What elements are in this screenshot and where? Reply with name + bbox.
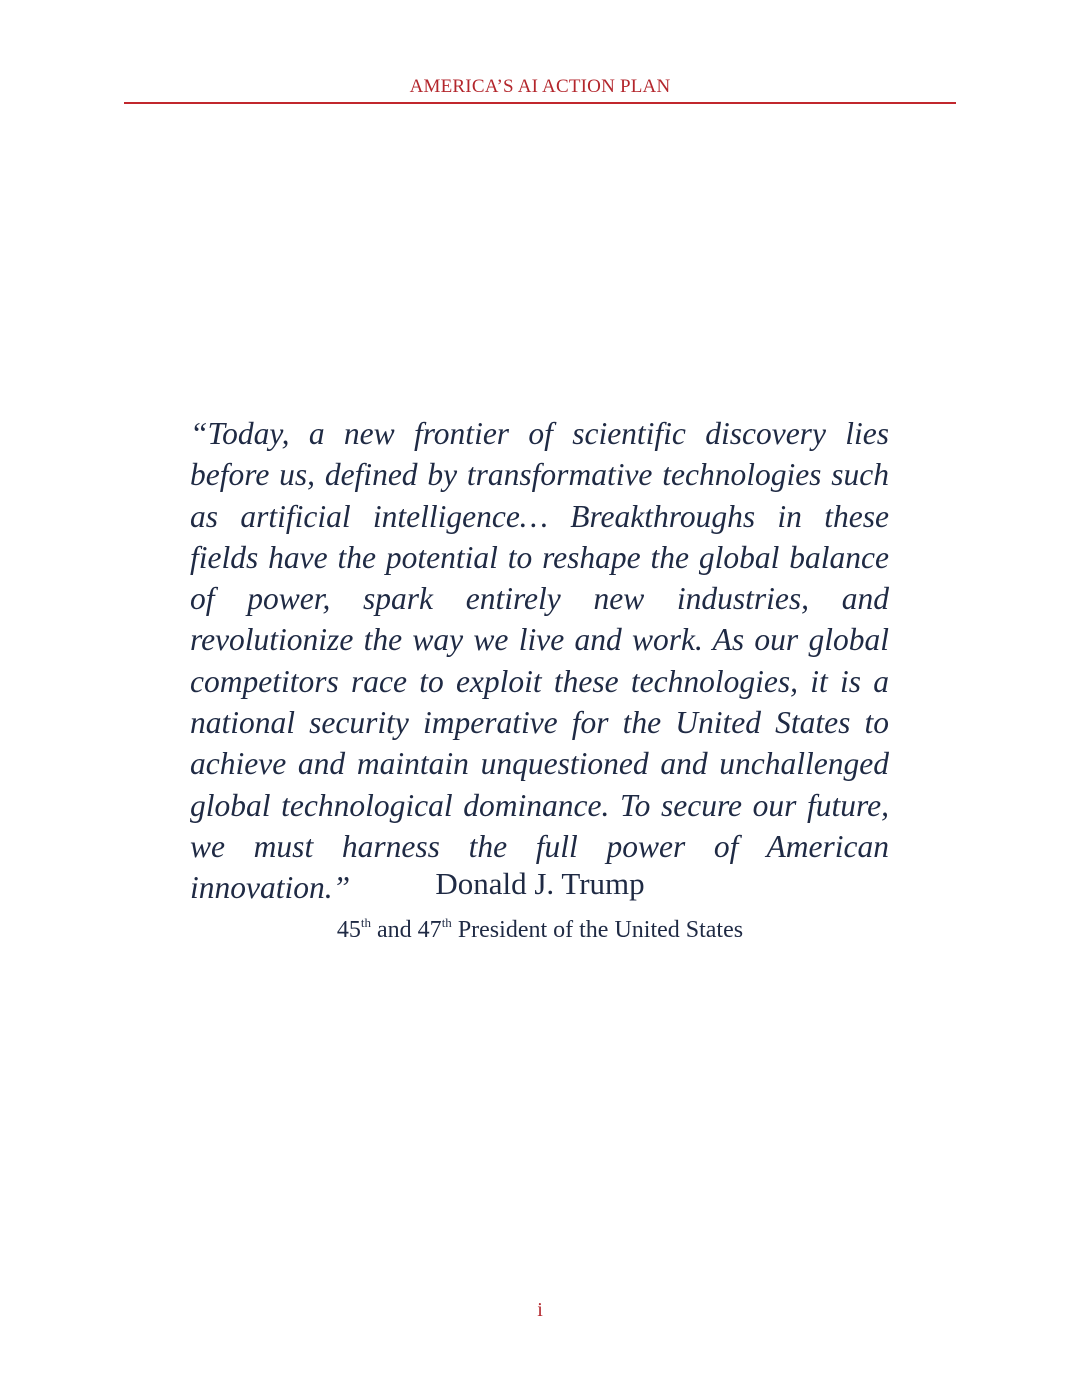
title-ordinal-2-suffix: th bbox=[441, 915, 452, 930]
title-office: President of the United States bbox=[451, 917, 744, 943]
page-number: i bbox=[537, 1299, 543, 1321]
attribution-name: Donald J. Trump bbox=[435, 866, 645, 901]
running-header: AMERICA’S AI ACTION PLAN bbox=[409, 76, 671, 97]
header-rule bbox=[124, 102, 956, 104]
epigraph-quote: “Today, a new frontier of scientific discovery lies before us, defined by transformative technologies such as artificial intelligence… Breakthroughs in these fields have the potential to reshape the global balance of power, spark entirely new industries, and revolutionize the way we live and work. As our global competitors race to exploit these technologies, it is a national security imperative for the United States to achieve and maintain unquestioned and unchallenged global technological dominance. To secure our future, we must harness the full power of American innovation.” bbox=[190, 416, 889, 906]
title-ordinal-1-suffix: th bbox=[360, 915, 372, 930]
title-ordinal-1: 45 bbox=[336, 917, 361, 943]
attribution-title bbox=[0, 917, 1080, 944]
title-ordinal-2: and 47 bbox=[371, 917, 442, 943]
